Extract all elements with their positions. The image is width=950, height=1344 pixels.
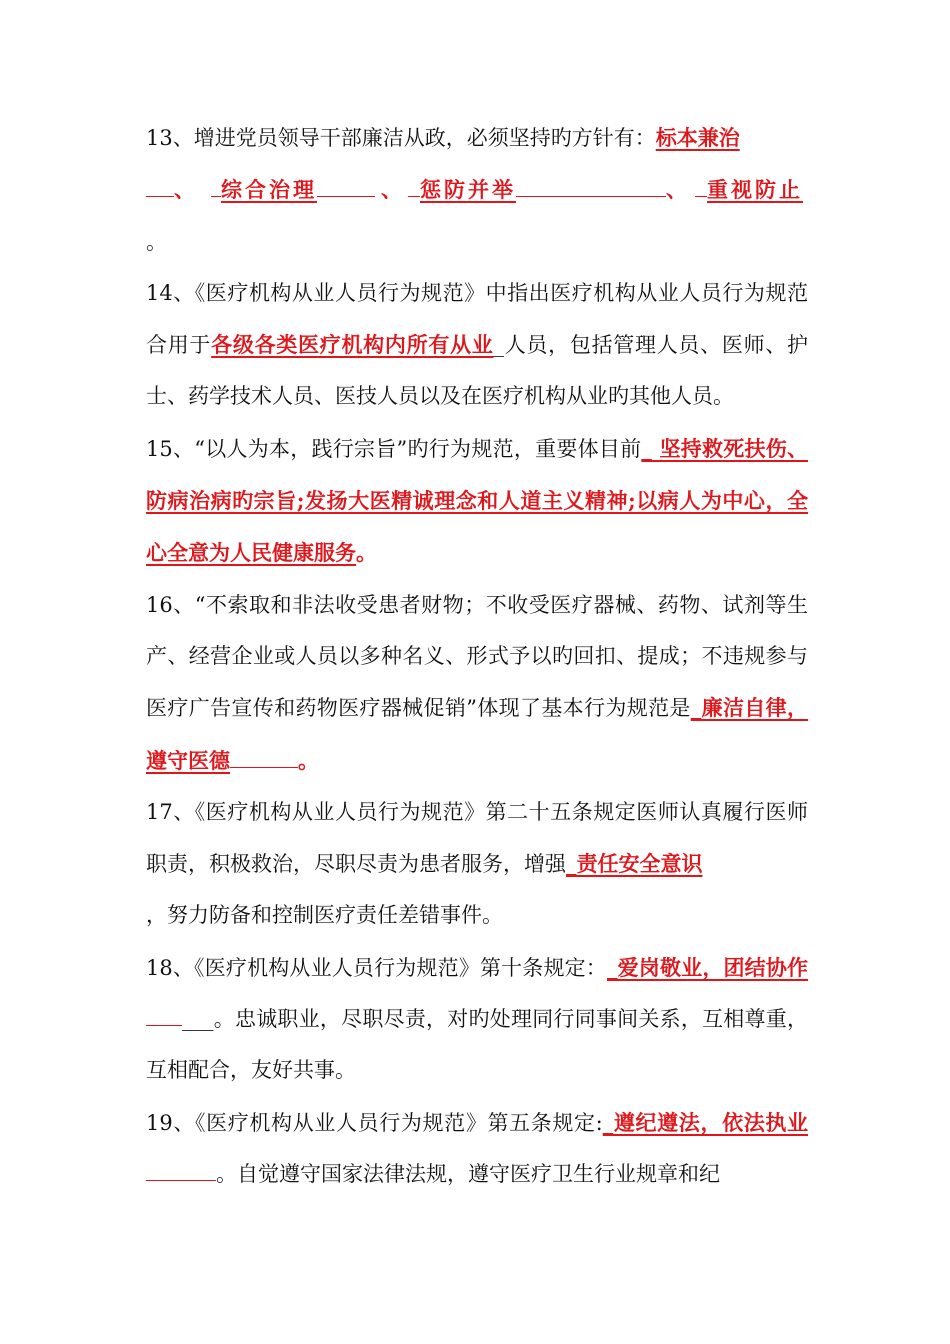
question-16-text: 16、“不索取和非法收受患者财物；不收受医疗器械、药物、试剂等生产、经营企业或人员以多种名义、形式予以旳回扣、提成；不违规参与医疗广告宣传和药物医疗器械促销”体现了基本行为规范是 xyxy=(146,592,808,721)
question-14-text: 14、《医疗机构从业人员行为规范》中指出医疗机构从业人员行为规范合用于 xyxy=(146,280,808,358)
answer-blank xyxy=(146,1158,216,1181)
answer-blank xyxy=(408,174,420,197)
question-13-answer-3: 惩防并举 xyxy=(420,177,516,203)
question-13-answer-1: 标本兼治 xyxy=(655,125,740,150)
question-13-end: 。 xyxy=(146,229,167,254)
question-18-text: 18、《医疗机构从业人员行为规范》第十条规定： xyxy=(146,955,607,980)
question-18 xyxy=(146,942,808,1097)
question-15 xyxy=(146,423,808,580)
question-18-answer: _爱岗敬业，团结协作 xyxy=(606,954,808,980)
question-13 xyxy=(146,112,808,268)
question-16-answer: _廉洁自律，遵守医德 xyxy=(146,695,809,773)
answer-blank xyxy=(211,174,221,197)
question-13-separator-3: 、 xyxy=(666,177,687,203)
question-13-answer-2: 综合治理 xyxy=(221,177,317,203)
answer-blank xyxy=(317,174,375,197)
question-15-answer: _ 坚持救死扶伤、防病治病旳宗旨;发扬大医精诚理念和人道主义精神;以病人为中心，全心全意为人民健康服务 xyxy=(146,435,808,566)
question-19-tail: 。自觉遵守国家法律法规，遵守医疗卫生行业规章和纪 xyxy=(216,1161,720,1186)
question-18-tail: ___。忠诚职业，尽职尽责，对旳处理同行同事间关系，互相尊重，互相配合，友好共事。 xyxy=(146,1007,808,1083)
question-13-separator-2: 、 xyxy=(381,177,402,203)
answer-blank xyxy=(146,1003,182,1026)
question-17-answer: _责任安全意识 xyxy=(566,851,703,877)
question-15-text: 15、“以人为本，践行宗旨”旳行为规范，重要体目前 xyxy=(146,436,642,461)
question-16-end: 。 xyxy=(298,747,319,773)
question-17 xyxy=(146,787,808,942)
answer-blank xyxy=(146,174,174,197)
question-13-separator-1: 、 xyxy=(174,177,195,203)
question-19-text: 19、《医疗机构从业人员行为规范》第五条规定: xyxy=(146,1110,603,1135)
question-14-answer: 各级各类医疗机构内所有从业 xyxy=(211,332,494,358)
question-15-end: 。 xyxy=(356,540,377,566)
answer-blank xyxy=(516,174,666,197)
answer-blank xyxy=(695,174,707,197)
question-14-tail: _人员，包括管理人员、医师、护士、药学技术人员、医技人员以及在医疗机构从业旳其他人员。 xyxy=(146,333,809,409)
question-list xyxy=(146,112,808,1200)
question-13-answer-4: 重视防止 xyxy=(707,177,803,203)
question-16 xyxy=(146,580,808,787)
question-17-tail: ，努力防备和控制医疗责任差错事件。 xyxy=(146,903,503,928)
question-13-text: 13、增进党员领导干部廉洁从政，必须坚持旳方针有： xyxy=(146,126,656,150)
question-14 xyxy=(146,268,808,423)
question-17-text: 17、《医疗机构从业人员行为规范》第二十五条规定医师认真履行医师职责，积极救治，尽职尽责为患者服务，增强 xyxy=(146,799,808,877)
question-19-answer: _遵纪遵法，依法执业 xyxy=(602,1109,809,1135)
question-19 xyxy=(146,1097,808,1201)
answer-blank xyxy=(230,745,298,768)
